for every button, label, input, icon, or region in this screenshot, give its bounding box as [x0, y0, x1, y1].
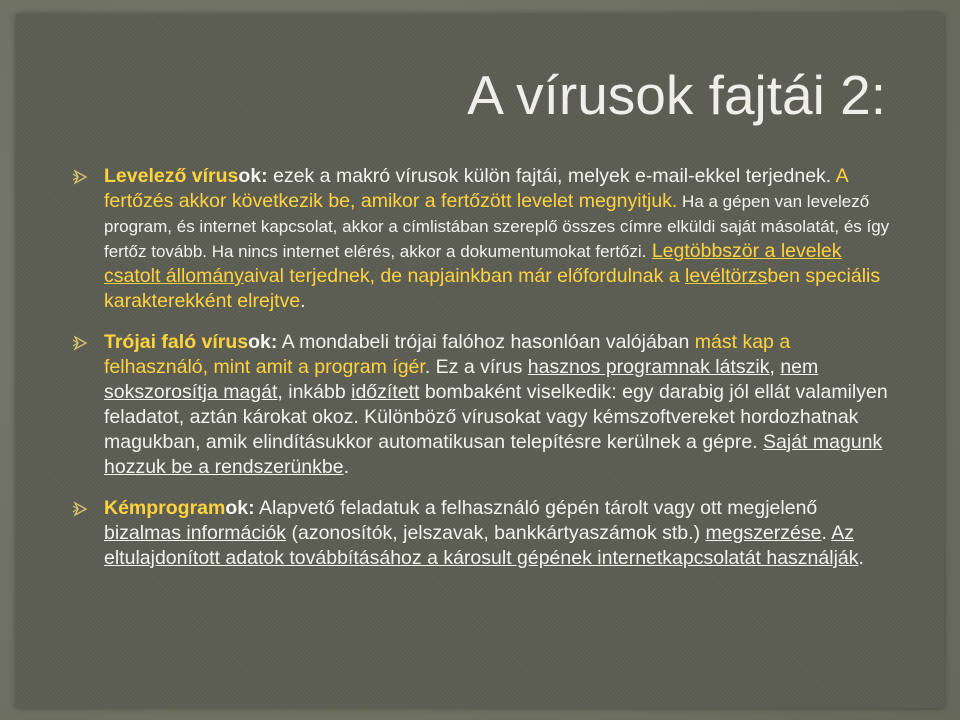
term-suffix: ok:: [248, 331, 278, 353]
underlined-sajat-magunk: Saját magunk hozzuk be a rendszerünkbe: [104, 431, 883, 478]
underlined-megszerzese: megszerzése: [705, 522, 822, 544]
bullet-trojai-falo: [72, 330, 894, 480]
term-levelezo-virus: Levelező vírus: [104, 165, 239, 187]
text-period: .: [300, 290, 306, 312]
text-segment: A mondabeli trójai falóhoz hasonlóan valójában: [277, 331, 695, 353]
term-kemprogram: Kémprogram: [104, 497, 226, 519]
bullet-kemprogramok: [72, 496, 894, 571]
underlined-eltulajdonitott-adatok: Az eltulajdonított adatok továbbításához a károsult gépének internetkapcsolatát használják: [104, 522, 859, 569]
term-trojai-falo-virus: Trójai faló vírus: [104, 331, 249, 353]
text-segment: .: [821, 522, 832, 544]
underlined-hasznos-programnak: hasznos programnak látszik: [527, 356, 770, 378]
hollow-diamond-bullet-icon: [72, 501, 88, 517]
link-csatolt-allomany: Legtöbbször a levelek csatolt állomány: [104, 240, 842, 287]
bullet-list: [72, 164, 894, 571]
bullet-levelezo-virusok: [72, 164, 894, 314]
text-segment: (azonosítók, jelszavak, bankkártyaszámok stb.): [286, 522, 706, 544]
slide-frame: [16, 14, 944, 708]
underlined-bizalmas-informaciok: bizalmas információk: [104, 522, 287, 544]
highlight-mast-kap: mást kap a felhasználó, mint amit a program ígér: [104, 331, 791, 378]
text-segment: bombaként viselkedik: egy darabig jól ellát valamilyen feladatot, aztán károkat okoz. Különböző vírusokat vagy kémszoftvereket hordozhatnak magukban, amik elindításukkor automatikusan telepítésre kerülnek a gépre.: [104, 381, 888, 453]
term-suffix: ok:: [238, 165, 268, 187]
text-segment: . Ez a vírus: [424, 356, 528, 378]
link-levéltorzs: levéltörzs: [685, 265, 768, 287]
text-period: .: [343, 456, 349, 478]
underlined-nem-sokszorositja: nem sokszorosítja magát: [104, 356, 819, 403]
text-segment-yellow: ben speciális karakterekként elrejtve: [104, 265, 881, 312]
text-segment: Alapvető feladatuk a felhasználó gépén tárolt vagy ott megjelenő: [254, 497, 818, 519]
highlight-fertozes: A fertőzés akkor következik be, amikor a fertőzött levelet megnyitjuk.: [104, 165, 848, 212]
term-suffix: ok:: [225, 497, 255, 519]
text-segment-yellow: aival terjednek, de napjainkban már előfordulnak a: [243, 265, 686, 287]
text-segment: ,: [769, 356, 781, 378]
text-period: .: [858, 547, 864, 569]
underlined-idozitett: időzített: [351, 381, 420, 403]
slide-title: A vírusok fajtái 2:: [467, 64, 886, 126]
hollow-diamond-bullet-icon: [72, 335, 88, 351]
text-segment-small: Ha a gépen van levelező program, és internet kapcsolat, akkor a címlistában szereplő összes címre elküldi saját másolatát, és így fertőz tovább. Ha nincs internet elérés, akkor a dokumentumokat fertőzi.: [104, 192, 890, 261]
text-segment: ezek a makró vírusok külön fajtái, melyek e-mail-ekkel terjednek.: [267, 165, 836, 187]
hollow-diamond-bullet-icon: [72, 169, 88, 185]
text-segment: , inkább: [277, 381, 352, 403]
